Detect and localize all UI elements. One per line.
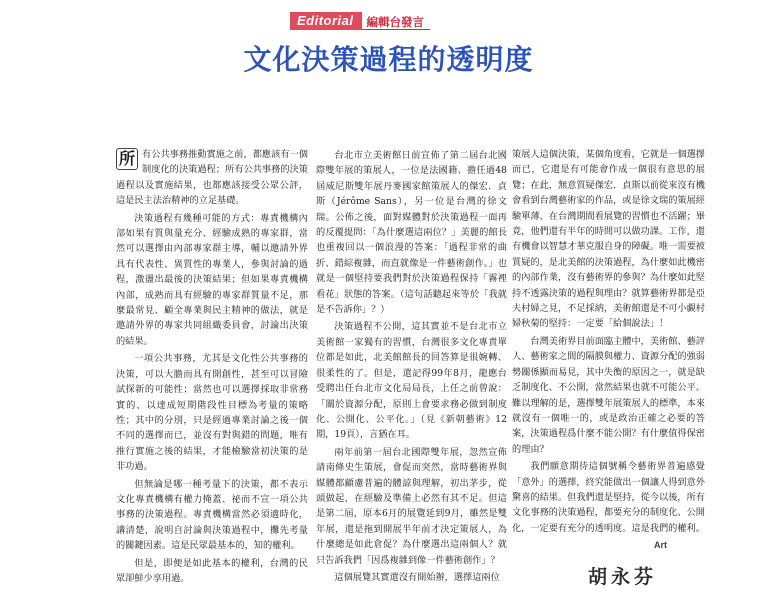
paragraph-4: 但無論是哪一種考量下的決策，都不表示文化專責機構有權力掩蓋、祕而不宣一項公共事務的決策過程。專責機構當然必須適時化，講清楚，說明自討論與決策過程中，攤先考量的關鍵因素。這是民眾最基本的，知的權利。 [116, 478, 308, 552]
paragraph-5: 但是，即便是如此基本的權利，台灣的民眾卻鮮少享用過。 [116, 557, 308, 584]
drop-cap: 所 [116, 148, 138, 170]
paragraph-3: 一項公共事務，尤其是文化性公共事務的決策，可以大膽而具有開創性，甚至可以冒險試探新的可能性；當然也可以選擇採取非常務實的、以達成短期階段性目標為考量的策略性；其中的分別，只是經過專業討論之後一個不同的選擇而已，並沒有對與錯的問題，唯有推行實施之後的結果，才能檢驗當初決策的是非功過。 [116, 353, 308, 473]
paragraph-7: 決策過程不公開，這其實並不是台北市立美術館一家獨有的習慣，台灣很多文化專責單位都是如此，北美館館長的回答算是很婉轉、很柔性的了。但是，還記得99年8月，龍應台受聘出任台北市文化局局長，上任之前曾說：「關於資源分配，原則上會要求務必做到制度化、公開化、公平化。」（見《新朝藝術》12期，19頁），言猶在耳。 [316, 321, 507, 441]
paragraph-8: 兩年前第一屆台北國際雙年展，忽然宣佈請南條史生策展，會促而突然，當時藝術界與媒體都顧慮普遍的體諒與理解，初出茅步，從頭做起，在經驗及準備上必然有其不足。但這是第二屆，原本6月的展覽延到9月，雖然是雙年展，還是拖到開展半年前才決定策展人，為什麼總是如此倉促？為什麼選出這兩個人？就只告訴我們「因爲複雜到像一件藝術創作」？ [316, 446, 507, 566]
paragraph-6: 台北市立美術館日前宣佈了第二屆台北國際雙年展的策展人，一位是法國籍、擔任過48屆威尼斯雙年展丹麥國家館策展人的傑宏．貞斯（Jérôme Sans），另一位是台灣的徐文瑞。公佈之後，面對媒體對於決策過程一面再的反覆提問：「為什麼選這兩位？」美麗的館長也重複回以一個浪漫的答案：「過程非常的曲折、錯綜複雜，而直就像是一件藝術創作。」也就是一個堅持要我們對於決策過程保持「霧裡看花」狀態的答案。（這句話聽起來等於「我就是不告訴你」？） [316, 150, 507, 316]
section-header [290, 12, 430, 30]
paragraph-10: 策展人這個決策，某個角度看，它就是一個選擇而已，它還是有可能會作成一個很有意思的展覽；在此，無意質疑傑宏．貞斯以前從來沒有機會看到台灣藝術家的作品，或是徐文瑞的策展經驗單薄、在台灣期間看展覽的習慣也不活躍；畢竟，他們還有半年的時間可以做功課。工作，還有機會以智慧才華克服自身的障礙。唯一需要被質疑的，是北美館的決策過程，為什麼如此機密的內部作業，沒有藝術界的參與？為什麼如此堅持不透露決策的過程與理由？就算藝術界都是亞夫村婦之見，不足採納，美術館還是不可小覷村婦秋菊的堅持：一定要「給個說法」！ [512, 149, 705, 330]
article-column-3 [512, 147, 705, 536]
paragraph-12: 我們願意期待這個號稱令藝術界普遍感覺「意外」的選擇，終究能做出一個讓人得到意外驚喜的結果。但我們還是堅持，從今以後，所有文化事務的決策過程，都要充分的制度化、公開化，一定要有充分的透明度。這是我們的權利。 [512, 461, 705, 534]
paragraph-1 [116, 147, 308, 209]
article-column-1 [116, 147, 308, 586]
article-title: 文化決策過程的透明度 [243, 43, 534, 76]
paragraph-2: 決策過程有幾種可能的方式：專責機構內部如果有質與量充分、經驗成熟的專家群，當然可以選擇由內部專家群主導，輔以邀請外界具有代表性、異質性的專業人，參與討論的過程，激盪出最後的決策結果；但如果專責機構內部，成熟而具有經驗的專家群質量不足，那麼最常見、顧全專業與民主精神的做法，就是邀請外界的專家共同組織委員會，討論出決策的結果。 [116, 212, 308, 347]
editorial-tag: Editorial [290, 12, 362, 30]
article-column-2 [316, 148, 507, 585]
paragraph-1-text: 有公共事務推動實施之前，都應該有一個制度化的決策過程；所有公共事務的決策過程以及實施結果，也都應該接受公眾公評，這是民主法治精神的立足基礎。 [116, 149, 308, 207]
author-signature: 胡永芬 [588, 566, 658, 588]
art-tag: Art [654, 540, 667, 550]
paragraph-9: 這個展覽其實還沒有開始辦，選擇這兩位 [334, 571, 500, 583]
editorial-desk-label: 編輯台發言 [362, 12, 431, 30]
paragraph-11: 台灣美術界目前面臨主體中，美術館、藝評人、藝術家之間的隔膜與權力、資源分配的強弱勢關係顯而易見，其中失衡的原因之一，就是缺乏制度化、不公開，當然結果也就不可能公平。難以理解的是，選擇雙年展策展人的標準，本來就沒有一個唯一的，或是政治正確之必要的答案，決策過程爲什麼不能公開？有什麼值得保密的理由？ [512, 335, 705, 455]
